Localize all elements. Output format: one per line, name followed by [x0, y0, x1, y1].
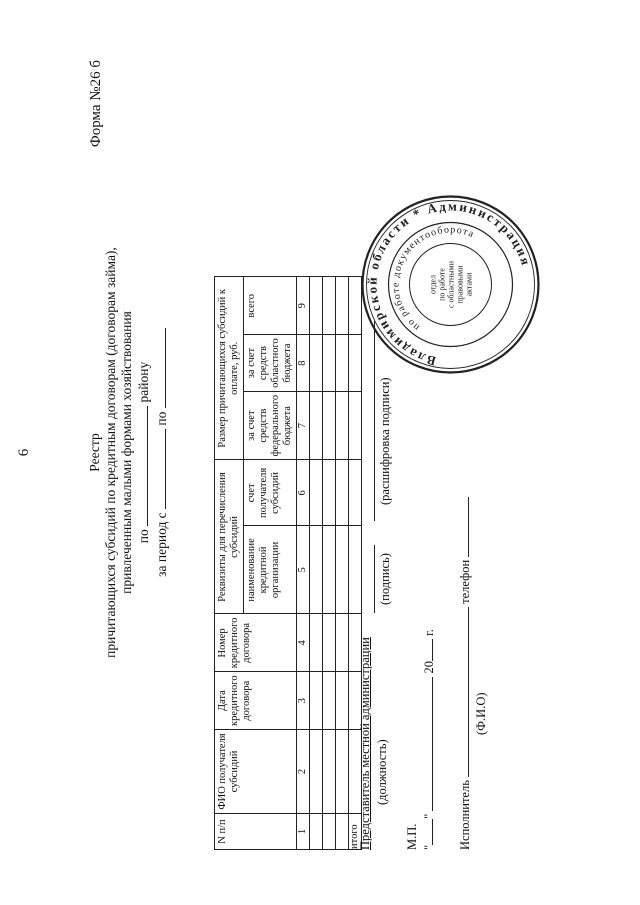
stamp-center-line: актами — [464, 272, 474, 297]
table-cell[interactable] — [323, 277, 336, 335]
table-cell[interactable] — [323, 730, 336, 814]
date-line — [422, 629, 437, 850]
seal-place: М.П. — [405, 823, 419, 850]
header-total: всего — [244, 277, 297, 335]
representative-text: Представитель местной администрации — [358, 637, 372, 850]
column-number: 4 — [297, 614, 310, 672]
signature-hint: (подпись) — [378, 553, 392, 605]
year-suffix: г. — [422, 629, 436, 636]
table-cell[interactable] — [310, 277, 323, 335]
table-cell[interactable] — [310, 814, 323, 850]
period-prefix: за период с — [154, 512, 169, 577]
table-cell[interactable] — [349, 460, 362, 526]
executor-blank — [468, 607, 469, 777]
period-from-blank — [165, 429, 166, 509]
month-blank — [432, 677, 433, 811]
phone-blank — [468, 497, 469, 557]
column-number: 5 — [297, 526, 310, 614]
header-requisites: Реквизиты для перечисления субсидий — [215, 460, 244, 614]
table-cell[interactable] — [336, 460, 349, 526]
table-cell[interactable] — [310, 672, 323, 730]
table-cell[interactable] — [310, 460, 323, 526]
table-cell[interactable] — [323, 460, 336, 526]
table-cell[interactable] — [323, 335, 336, 392]
executor-line — [458, 497, 473, 850]
table-cell[interactable] — [336, 335, 349, 392]
table-cell[interactable] — [310, 526, 323, 614]
period-to-blank — [165, 328, 166, 408]
form-number: Форма №26 б — [88, 60, 104, 148]
table-cell[interactable] — [336, 526, 349, 614]
table-cell[interactable] — [336, 814, 349, 850]
header-recipient: ФИО получателя субсидий — [215, 730, 297, 814]
column-number-row — [297, 277, 310, 850]
table-cell[interactable] — [323, 614, 336, 672]
column-number: 7 — [297, 391, 310, 460]
executor-label: Исполнитель — [458, 780, 472, 850]
stamp-center-line: правовыми — [455, 265, 465, 304]
table-cell[interactable] — [310, 730, 323, 814]
year-blank — [432, 639, 433, 661]
header-regional-budget: за счет средств областного бюджета — [244, 335, 297, 392]
header-row-1 — [215, 277, 244, 850]
table-cell[interactable] — [349, 391, 362, 460]
period-mid: по — [154, 411, 169, 426]
registry-title: Реестр — [87, 433, 102, 472]
table-cell[interactable] — [336, 391, 349, 460]
column-number: 2 — [297, 730, 310, 814]
page-number: 6 — [16, 448, 32, 457]
district-suffix: району — [136, 361, 151, 403]
date-quote-close: " — [422, 813, 436, 819]
stamp-center-line: с областными — [446, 260, 456, 309]
table-row — [323, 277, 336, 850]
table-cell[interactable] — [310, 335, 323, 392]
signature-line — [374, 545, 375, 613]
column-number: 9 — [297, 277, 310, 335]
position-hint: (должность) — [375, 739, 389, 805]
registry-subtitle-2: привлеченным малыми формами хозяйствования — [119, 311, 134, 594]
decipher-hint: (расшифровка подписи) — [378, 377, 392, 505]
column-number: 6 — [297, 460, 310, 526]
header-contract-number: Номер кредитного договора — [215, 614, 297, 672]
stamp-center-line: по работе — [437, 268, 447, 301]
stamp-inner-text: по работе документооборота — [390, 224, 477, 333]
stamp-outer-text: Владимирской области * Администрация — [364, 198, 535, 369]
column-number: 8 — [297, 335, 310, 392]
table-cell[interactable] — [310, 614, 323, 672]
district-prefix: по — [136, 529, 151, 544]
header-number: N п/п — [215, 814, 297, 850]
header-credit-org: наименование кредитной организации — [244, 526, 297, 614]
header-amount: Размер причитающихся субсидий к оплате, руб. — [215, 277, 244, 460]
district-line — [136, 0, 152, 905]
table-cell[interactable] — [336, 614, 349, 672]
table-cell[interactable] — [323, 526, 336, 614]
district-blank — [147, 406, 148, 526]
registry-subtitle-1: причитающихся субсидий по кредитным договорам (договорам займа), — [103, 247, 118, 658]
table-row — [310, 277, 323, 850]
table-cell[interactable] — [336, 730, 349, 814]
table-cell[interactable] — [310, 391, 323, 460]
total-label: итого — [349, 814, 362, 850]
registry-table — [214, 276, 362, 850]
column-number: 3 — [297, 672, 310, 730]
table-cell[interactable] — [323, 391, 336, 460]
table-cell[interactable] — [336, 277, 349, 335]
fio-hint: (Ф.И.О) — [474, 692, 488, 735]
table-cell[interactable] — [349, 526, 362, 614]
stamp-center-line: отдел — [428, 275, 438, 294]
column-number: 1 — [297, 814, 310, 850]
table-cell[interactable] — [323, 814, 336, 850]
phone-label: телефон — [458, 559, 472, 604]
official-stamp-icon — [358, 192, 543, 377]
header-recipient-account: счет получателя субсидий — [244, 460, 297, 526]
date-quote-open: " — [422, 844, 436, 850]
header-federal-budget: за счет средств федерального бюджета — [244, 391, 297, 460]
year-prefix: 20 — [422, 661, 436, 674]
table-row — [336, 277, 349, 850]
representative-label — [358, 637, 373, 850]
period-line — [154, 0, 170, 905]
table-cell[interactable] — [323, 672, 336, 730]
table-cell[interactable] — [336, 672, 349, 730]
header-contract-date: Дата кредитного договора — [215, 672, 297, 730]
day-blank — [432, 819, 433, 845]
